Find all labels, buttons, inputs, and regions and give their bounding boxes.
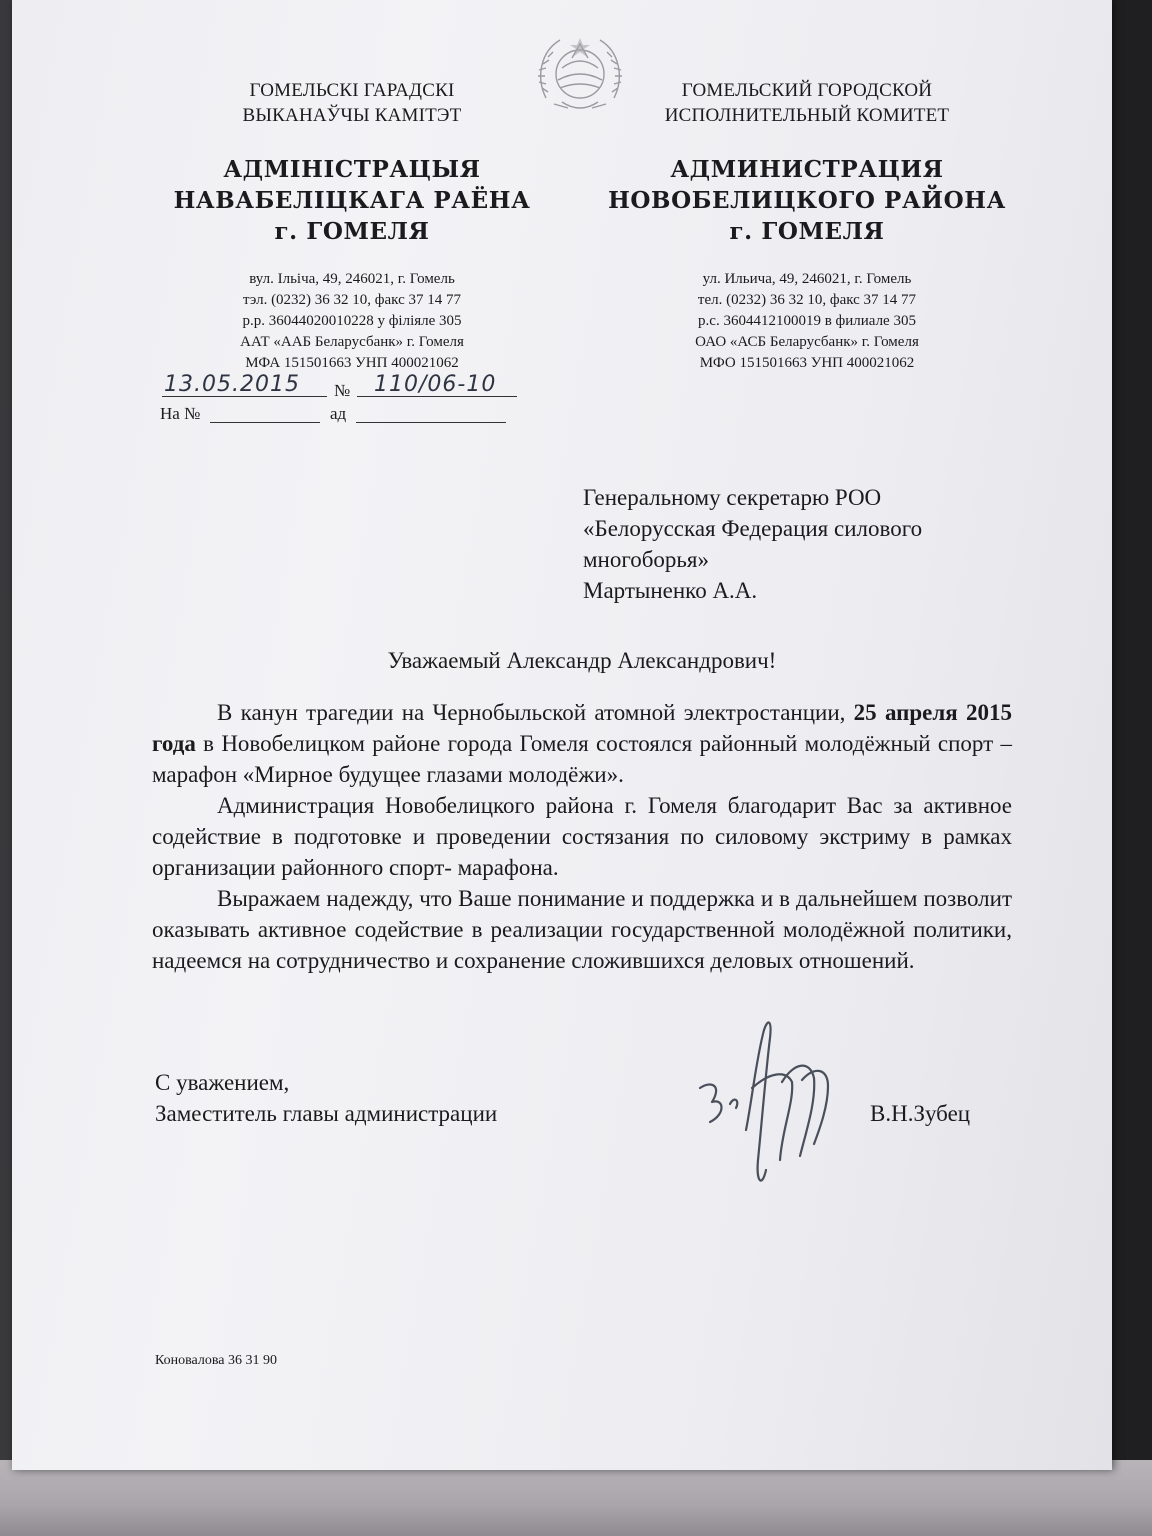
- ref-from-label: ад: [330, 404, 347, 423]
- registry-ref-line: [160, 404, 520, 428]
- paragraph-1-rest: в Новобелицком районе города Гомеля состоялся районный молодёжный спорт – марафон «Мирное будущее глазами молодёжи».: [152, 731, 1012, 787]
- event-date: 25 апреля 2015 года: [152, 700, 1013, 756]
- closing-block: [155, 1067, 655, 1129]
- header-left-addr-4: ААТ «ААБ Беларусбанк» г. Гомеля: [240, 334, 464, 350]
- registry-date: 13.05.2015: [164, 372, 300, 397]
- header-left-line1: ГОМЕЛЬСКІ ГАРАДСКІ: [249, 80, 455, 101]
- header-right-addr-5: МФО 151501663 УНП 400021062: [699, 355, 915, 371]
- addressee-line-3: многоборья»: [583, 547, 709, 572]
- header-right-addr-2: тел. (0232) 36 32 10, факс 37 14 77: [697, 292, 917, 308]
- header-right-bold2: НОВОБЕЛИЦКОГО РАЙОНА: [608, 187, 1006, 214]
- registry-date-line: [162, 374, 522, 404]
- paragraph-2: Администрация Новобелицкого района г. Гомеля благодарит Вас за активное содействие в подготовке и проведении состязания по силовому экстриму в рамках организации районного спорт- марафона.: [152, 793, 1012, 880]
- header-left-bold2: НАВАБЕЛІЦКАГА РАЁНА: [173, 187, 531, 214]
- header-right-addr-3: р.с. 3604412100019 в филиале 305: [698, 313, 916, 329]
- header-left-addr-5: МФА 151501663 УНП 400021062: [245, 355, 459, 371]
- paragraph-1-start: В канун трагедии на Чернобыльской атомной электростанции,: [217, 700, 846, 725]
- executor-footer: Коновалова 36 31 90: [155, 1353, 278, 1368]
- date-underline: [162, 396, 327, 397]
- signature-icon: [682, 1010, 862, 1200]
- header-left-addr-1: вул. Ільіча, 49, 246021, г. Гомель: [249, 271, 455, 287]
- closing-line-1: С уважением,: [155, 1070, 290, 1095]
- registry-number: 110/06-10: [374, 372, 497, 397]
- addressee-block: [583, 482, 1023, 606]
- header-right-line1: ГОМЕЛЬСКИЙ ГОРОДСКОЙ: [681, 80, 933, 101]
- backdrop-surface: [0, 1460, 1152, 1536]
- header-left-addr-3: р.р. 36044020010228 у філіяле 305: [242, 313, 462, 329]
- header-right-addr-1: ул. Ильича, 49, 246021, г. Гомель: [702, 271, 912, 287]
- signer-name: В.Н.Зубец: [870, 1101, 971, 1126]
- registry-number-sign: №: [334, 381, 351, 400]
- header-left-addr-2: тэл. (0232) 36 32 10, факс 37 14 77: [242, 292, 462, 308]
- paragraph-3: Выражаем надежду, что Ваше понимание и поддержка и в дальнейшем позволит оказывать активное содействие в реализации государственной молодёжной политики, надеемся на сотрудничество и сохранение сложившихся деловых отношений.: [152, 886, 1012, 973]
- closing-position: Заместитель главы администрации: [155, 1101, 498, 1126]
- header-left-line2: ВЫКАНАЎЧЫ КАМІТЭТ: [242, 105, 462, 126]
- ref-label: На №: [160, 404, 201, 423]
- number-underline: [357, 396, 517, 397]
- ref-underline: [210, 422, 320, 423]
- header-left-bold1: АДМІНІСТРАЦЫЯ: [223, 156, 481, 183]
- paragraph-1: [152, 697, 1012, 790]
- addressee-line-4: Мартыненко А.А.: [583, 578, 758, 603]
- header-right-bold1: АДМИНИСТРАЦИЯ: [670, 156, 944, 183]
- header-right-addr-4: ОАО «АСБ Беларусбанк» г. Гомеля: [695, 334, 919, 350]
- header-right-bold3: г. ГОМЕЛЯ: [729, 218, 885, 245]
- letter-page: [12, 0, 1112, 1470]
- header-left-bold3: г. ГОМЕЛЯ: [274, 218, 430, 245]
- addressee-line-1: Генеральному секретарю РОО: [583, 485, 882, 510]
- header-right: [602, 78, 1012, 374]
- header-right-line2: ИСПОЛНИТЕЛЬНЫЙ КОМИТЕТ: [664, 105, 950, 126]
- header-left: [162, 78, 542, 374]
- ref-from-underline: [356, 422, 506, 423]
- addressee-line-2: «Белорусская Федерация силового: [583, 516, 923, 541]
- letter-body: [152, 697, 1012, 976]
- greeting: Уважаемый Александр Александрович!: [387, 648, 777, 673]
